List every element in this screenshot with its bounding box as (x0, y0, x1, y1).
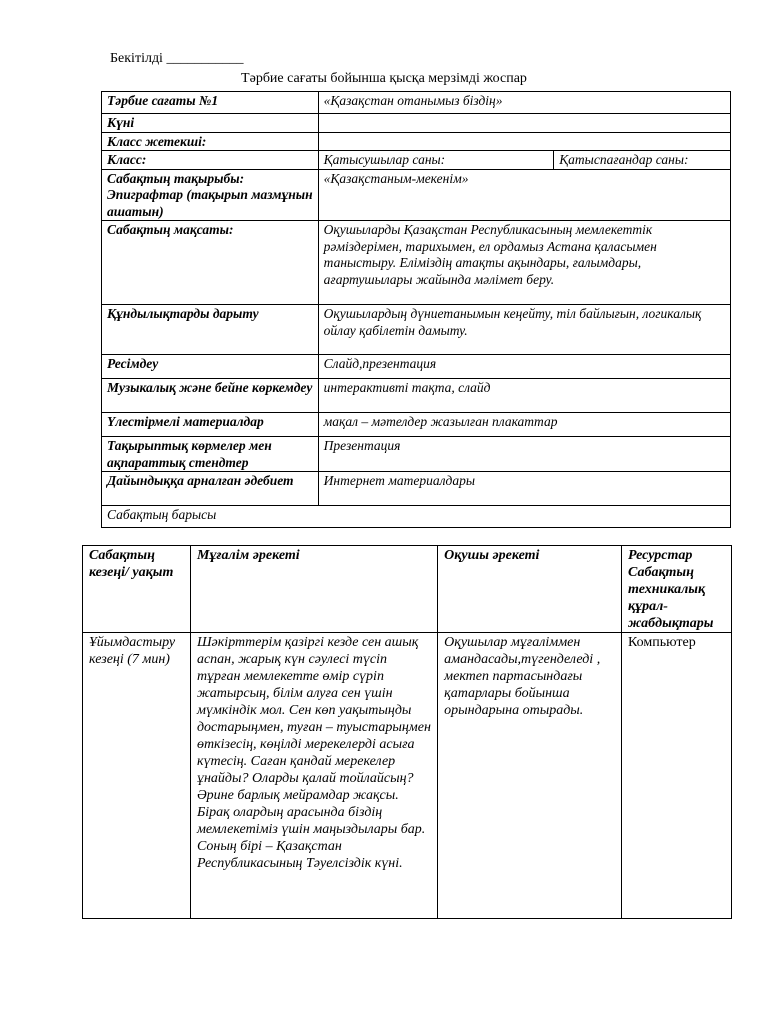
goal-label: Сабақтың мақсаты: (102, 221, 319, 305)
present-label: Қатыспағандар саны: (554, 151, 731, 170)
resources-cell: Компьютер (622, 633, 732, 919)
plan-row-literature (102, 472, 731, 506)
topic-label: Сабақтың тақырыбы: Эпиграфтар (тақырып мазмұнын ашатын) (102, 169, 319, 221)
values-value: Оқушылардың дүниетанымын кеңейту, тіл байлығын, логикалық ойлау қабілетін дамыту. (318, 305, 730, 355)
resources-header: Ресурстар Сабақтың техникалық құрал-жабдықтары (622, 546, 732, 633)
plan-row-class (102, 151, 731, 170)
plan-row-values (102, 305, 731, 355)
plan-row-topic (102, 169, 731, 221)
media-value: интерактивті тақта, слайд (318, 379, 730, 413)
plan-row-exhibit (102, 437, 731, 472)
stage-cell: Ұйымдастыру кезеңі (7 мин) (83, 633, 191, 919)
teacher-value (318, 132, 730, 151)
literature-value: Интернет материалдары (318, 472, 730, 506)
approval-line: Бекітілді ___________ (110, 51, 244, 66)
date-value (318, 114, 730, 133)
design-value: Слайд,презентация (318, 355, 730, 379)
handouts-label: Үлестірмелі материалдар (102, 413, 319, 437)
media-label: Музыкалық және бейне көркемдеу (102, 379, 319, 413)
plan-row-date (102, 114, 731, 133)
plan-row-teacher (102, 132, 731, 151)
exhibit-value: Презентация (318, 437, 730, 472)
document-title: Тәрбие сағаты бойынша қысқа мерзімді жоспар (241, 71, 527, 86)
goal-value: Оқушыларды Қазақстан Республикасының мемлекеттік рәміздерімен, тарихымен, ел ордамыз Астана қаласымен таныстыру. Еліміздің атақты ақындары, ғалымдары, ағартушылары жайында мәлімет беру. (318, 221, 730, 305)
progress-label: Сабақтың барысы (102, 506, 731, 528)
plan-table (101, 91, 731, 528)
plan-row-progress (102, 506, 731, 528)
values-label: Құндылықтарды дарыту (102, 305, 319, 355)
hour-label: Тәрбие сағаты №1 (102, 92, 319, 114)
exhibit-label: Тақырыптық көрмелер мен ақпараттық стендтер (102, 437, 319, 472)
date-label: Күні (102, 114, 319, 133)
plan-row-hour (102, 92, 731, 114)
handouts-value: мақал – мәтелдер жазылған плакаттар (318, 413, 730, 437)
student-action-cell: Оқушылар мұғаліммен амандасады,түгенделеді , мектеп партасындағы қатарлары бойынша орындарына отырады. (438, 633, 622, 919)
lesson-header-row (83, 546, 732, 633)
teacher-action-cell: Шәкірттерім қазіргі кезде сен ашық аспан, жарық күн сәулесі түсіп тұрған мемлекетте өмір сүріп жатырсың, білім алуға сен үшін мүмкіндік мол. Сен көп уақытыңды достарыңмен, туған – туыстарыңмен өткізесің, көңілді мерекелерді асыға күтесің. Саған қандай мерекелер ұнайды? Оларды қалай тойлайсың? Әрине барлық мейрамдар жақсы. Бірақ олардың арасында біздің мемлекетіміз үшін маңыздылары бар. Соның бірі – Қазақстан Республикасының Тәуелсіздік күні. (190, 633, 437, 919)
table-row (83, 633, 732, 919)
plan-row-media (102, 379, 731, 413)
hour-value: «Қазақстан отанымыз біздің» (318, 92, 730, 114)
plan-row-goal (102, 221, 731, 305)
lesson-table (82, 545, 732, 919)
design-label: Ресімдеу (102, 355, 319, 379)
plan-row-handouts (102, 413, 731, 437)
student-action-header: Оқушы әрекеті (438, 546, 622, 633)
topic-value: «Қазақстаным-мекенім» (318, 169, 730, 221)
class-label: Класс: (102, 151, 319, 170)
teacher-label: Класс жетекші: (102, 132, 319, 151)
teacher-action-header: Мұғалім әрекеті (190, 546, 437, 633)
stage-header: Сабақтың кезеңі/ уақыт (83, 546, 191, 633)
plan-row-design (102, 355, 731, 379)
literature-label: Дайындыққа арналған әдебиет (102, 472, 319, 506)
participants-label: Қатысушылар саны: (318, 151, 554, 170)
